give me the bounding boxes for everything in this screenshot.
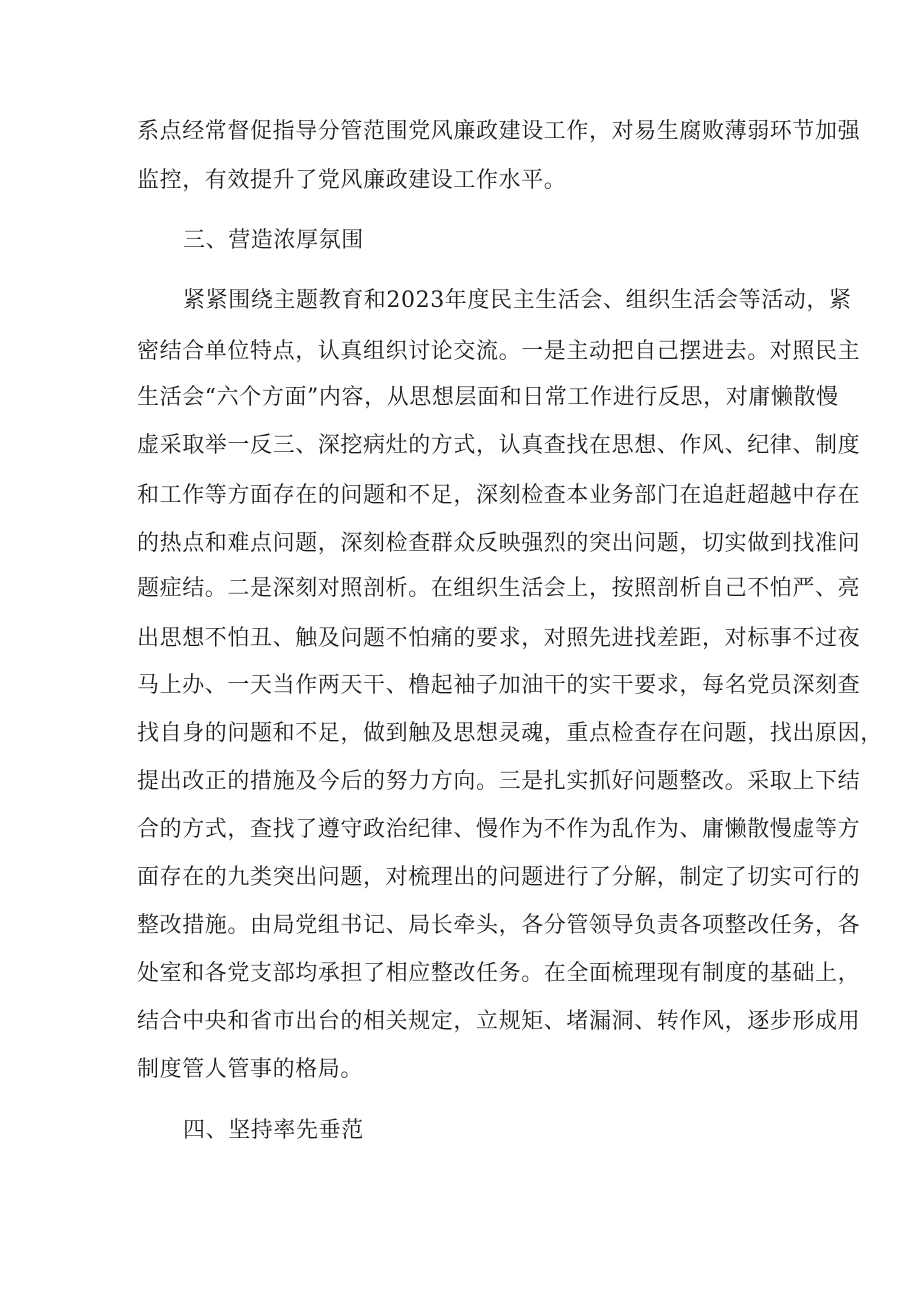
body-line: 结合中央和省市出台的相关规定，立规矩、堵漏洞、转作风，逐步形成用 xyxy=(137,1009,861,1034)
body-line: 制度管人管事的格局。 xyxy=(137,1057,364,1082)
body-line: 马上办、一天当作两天干、橹起袖子加油干的实干要求，每名党员深刻查 xyxy=(137,673,861,698)
body-line: 提出改正的措施及今后的努力方向。三是扎实抓好问题整改。采取上下结 xyxy=(137,769,861,794)
section-heading-4: 四、坚持率先垂范 xyxy=(183,1118,364,1143)
body-line: 出思想不怕丑、触及问题不怕痛的要求，对照先进找差距，对标事不过夜 xyxy=(137,626,861,651)
body-line: 和工作等方面存在的问题和不足，深刻检查本业务部门在追赶超越中存在 xyxy=(137,483,861,508)
section-heading-3: 三、营造浓厚氛围 xyxy=(183,228,364,253)
body-line: 整改措施。由局党组书记、局长牵头，各分管领导负责各项整改任务，各 xyxy=(137,913,861,938)
body-line: 处室和各党支部均承担了相应整改任务。在全面梳理现有制度的基础上， xyxy=(137,961,861,986)
body-line: 题症结。二是深刻对照剖析。在组织生活会上，按照剖析自己不怕严、亮 xyxy=(137,576,861,601)
body-line: 紧紧围绕主题教育和2023年度民主生活会、组织生活会等活动，紧 xyxy=(183,288,852,313)
body-line: 监控，有效提升了党风廉政建设工作水平。 xyxy=(137,168,567,193)
body-line: 系点经常督促指导分管范围党风廉政建设工作，对易生腐败薄弱环节加强 xyxy=(137,119,861,144)
body-line: 密结合单位特点，认真组织讨论交流。一是主动把自己摆进去。对照民主 xyxy=(137,339,861,364)
body-line: 找自身的问题和不足，做到触及思想灵魂，重点检查存在问题，找出原因， xyxy=(137,721,883,746)
body-line: 虚采取举一反三、深挖病灶的方式，认真查找在思想、作风、纪律、制度 xyxy=(137,433,861,458)
body-line: 合的方式，查找了遵守政治纪律、慢作为不作为乱作为、庸懒散慢虚等方 xyxy=(137,817,861,842)
body-line: 的热点和难点问题，深刻检查群众反映强烈的突出问题，切实做到找准问 xyxy=(137,531,861,556)
body-line: 面存在的九类突出问题，对梳理出的问题进行了分解，制定了切实可行的 xyxy=(137,865,861,890)
body-line: 生活会“六个方面”内容，从思想层面和日常工作进行反思，对庸懒散慢 xyxy=(137,385,839,410)
